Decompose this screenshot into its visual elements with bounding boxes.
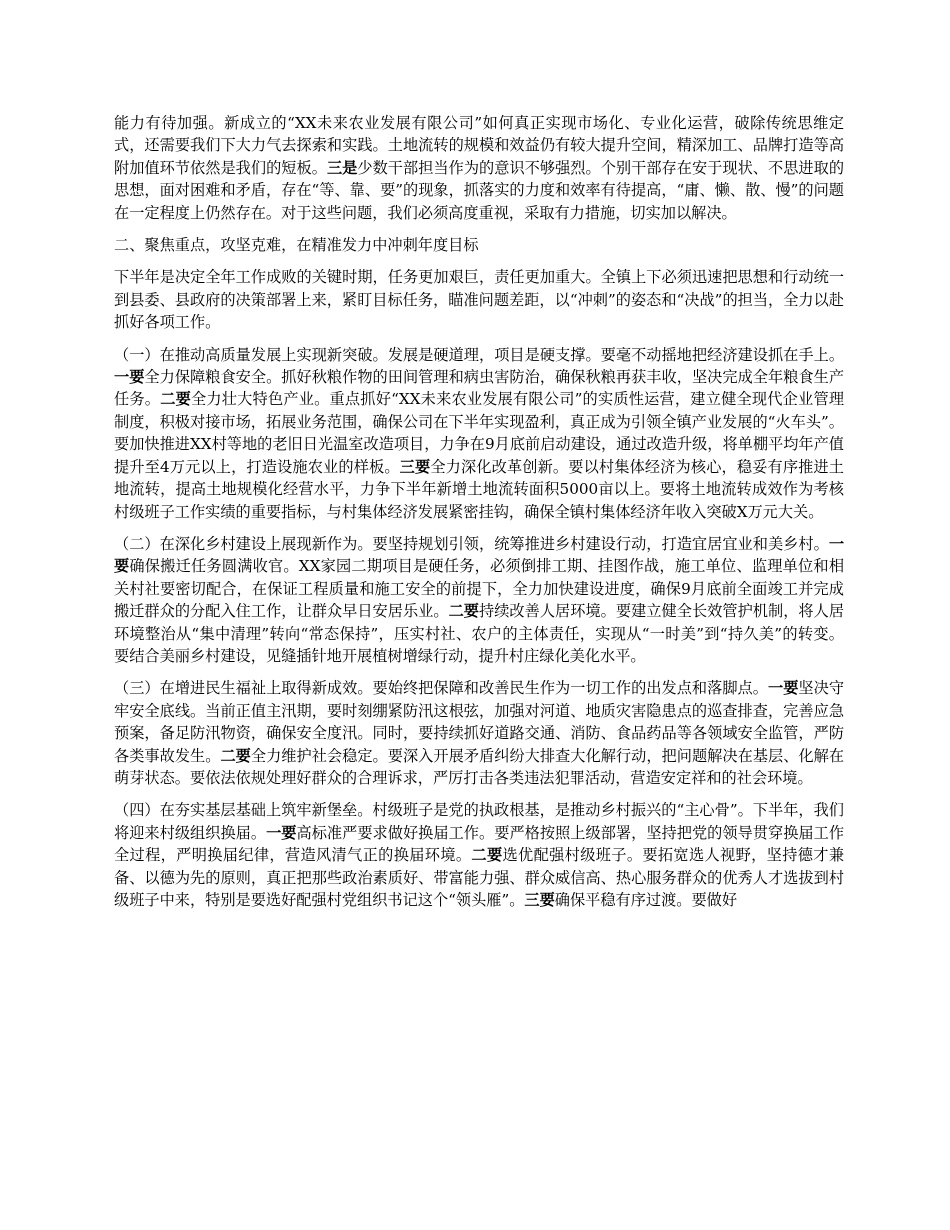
paragraph-text: （三）在增进民生福祉上取得新成效。要始终把保障和改善民生作为一切工作的出发点和落脚点。 [114, 679, 768, 698]
paragraph-item-3 [114, 677, 844, 789]
emphasis-label: 二要 [448, 602, 480, 621]
paragraph-text: 能力有待加强。新成立的“XX未来农业发展有限公司”如何真正实现市场化、专业化运营，破除传统思维定式，还需要我们下大力气去探索和实践。土地流转的规模和效益仍有较大提升空间，精深加工、品牌打造等高附加值环节依然是我们的短板。 [114, 114, 844, 177]
paragraph-text: 选优配强村级班子。要拓宽选人视野，坚持德才兼备、以德为先的原则，真正把那些政治素质好、带富能力强、群众威信高、热心服务群众的优秀人才选拔到村级班子中来，特别是要选好配强村党组织书记这个“领头雁”。 [114, 846, 845, 909]
paragraph-item-1 [114, 344, 844, 523]
paragraph-text: 全力壮大特色产业。重点抓好“XX未来农业发展有限公司”的实质性运营，建立健全现代企业管理制度，积极对接市场，拓展业务范围，确保公司在下半年实现盈利，真正成为引领全镇产业发展的“火车头”。要加快推进XX村等地的老旧日光温室改造项目，力争在9月底前启动建设，通过改造升级，将单棚平均年产值提升至4万元以上，打造设施农业的样板。 [114, 390, 845, 476]
paragraph-text: 确保搬迁任务圆满收官。XX家园二期项目是硬任务，必须倒排工期、挂图作战，施工单位、监理单位和相关村社要密切配合，在保证工程质量和施工安全的前提下，全力加快建设进度，确保9月底前全面竣工并完成搬迁群众的分配入住工作，让群众早日安居乐业。 [114, 557, 845, 621]
paragraph-text: 持续改善人居环境。要建立健全长效管护机制，将人居环境整治从“集中清理”转向“常态保持”，压实村社、农户的主体责任，实现从“一时美”到“持久美”的转变。要结合美丽乡村建设，见缝插针地开展植树增绿行动，提升村庄绿化美化水平。 [114, 602, 845, 665]
paragraph-text: 少数干部担当作为的意识不够强烈。个别干部存在安于现状、不思进取的思想，面对困难和矛盾，存在“等、靠、要”的现象，抓落实的力度和效率有待提高，“庸、懒、散、慢”的问题在一定程度上仍然存在。对于这些问题，我们必须高度重视，采取有力措施，切实加以解决。 [114, 158, 845, 222]
section-heading [114, 234, 844, 256]
emphasis-label: 二要 [220, 746, 251, 765]
paragraph-text: 全力维护社会稳定。要深入开展矛盾纠纷大排查大化解行动，把问题解决在基层、化解在萌芽状态。要依法依规处理好群众的合理诉求，严厉打击各类违法犯罪活动，营造安定祥和的社会环境。 [114, 746, 845, 787]
emphasis-label: 一要 [114, 534, 844, 576]
paragraph-text: 全力深化改革创新。要以村集体经济为核心，稳妥有序推进土地流转，提高土地规模化经营水平，力争下半年新增土地流转面积5000亩以上。要将土地流转成效作为考核村级班子工作实绩的重要指标，与村集体经济发展紧密挂钩，确保全镇村集体经济年收入突破X万元大关。 [114, 457, 844, 521]
emphasis-label: 一要 [266, 823, 297, 842]
emphasis-label: 二要 [471, 846, 503, 865]
emphasis-label: 一要 [767, 679, 799, 698]
paragraph-item-4 [114, 799, 844, 911]
paragraph-text: 下半年是决定全年工作成败的关键时期，任务更加艰巨，责任更加重大。全镇上下必须迅速把思想和行动统一到县委、县政府的决策部署上来，紧盯目标任务，瞄准问题差距，以“冲刺”的姿态和“决战”的担当，全力以赴抓好各项工作。 [114, 268, 844, 332]
paragraph-text: （二）在深化乡村建设上展现新作为。要坚持规划引领，统筹推进乡村建设行动，打造宜居宜业和美乡村。 [114, 534, 829, 553]
paragraph-item-2 [114, 533, 844, 667]
paragraph-text: （四）在夯实基层基础上筑牢新堡垒。村级班子是党的执政根基，是推动乡村振兴的“主心骨”。下半年，我们将迎来村级组织换届。 [114, 801, 844, 842]
paragraph-text: 全力保障粮食安全。抓好秋粮作物的田间管理和病虫害防治，确保秋粮再获丰收，坚决完成全年粮食生产任务。 [114, 368, 845, 409]
section-heading-text: 二、聚焦重点，攻坚克难，在精准发力中冲刺年度目标 [114, 236, 479, 255]
emphasis-label: 一要 [114, 368, 145, 387]
emphasis-label: 三要 [524, 891, 555, 909]
document-page [114, 112, 844, 921]
emphasis-label: 二要 [160, 390, 191, 409]
paragraph-text: （一）在推动高质量发展上实现新突破。发展是硬道理，项目是硬支撑。要毫不动摇地把经济建设抓在手上。 [114, 345, 844, 364]
paragraph-problems-continued [114, 112, 844, 224]
paragraph-intro [114, 266, 844, 333]
paragraph-text: 高标准严要求做好换届工作。要严格按照上级部署，坚持把党的领导贯穿换届工作全过程，严明换届纪律，营造风清气正的换届环境。 [114, 823, 845, 865]
paragraph-text: 确保平稳有序过渡。要做好 [554, 891, 738, 909]
paragraph-text: 坚决守牢安全底线。当前正值主汛期，要时刻绷紧防汛这根弦，加强对河道、地质灾害隐患点的巡查排查，完善应急预案，备足防汛物资，确保安全度汛。同时，要持续抓好道路交通、消防、食品药品等各领域安全监管，严防各类事故发生。 [114, 679, 845, 765]
emphasis-label: 三要 [399, 457, 431, 476]
emphasis-label: 三是 [326, 158, 358, 177]
